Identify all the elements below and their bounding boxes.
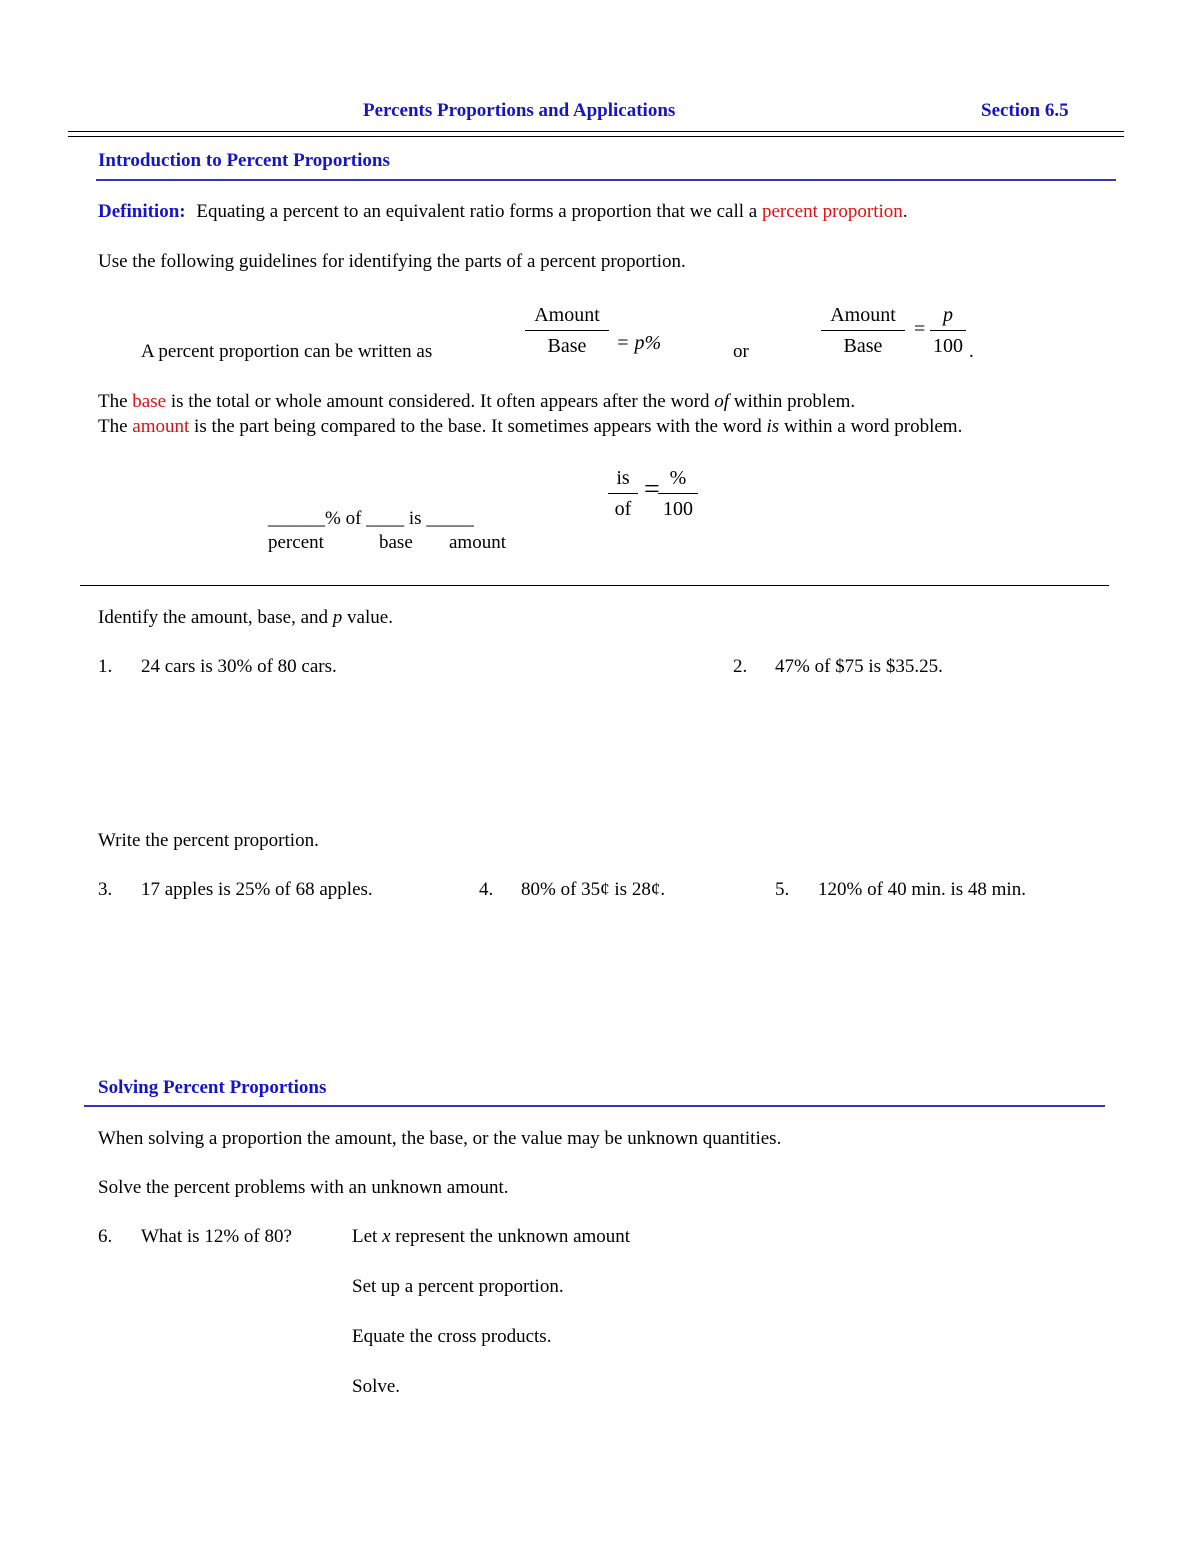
- base-term: base: [132, 391, 167, 412]
- period: .: [969, 341, 974, 362]
- problem-number: 5.: [775, 879, 790, 900]
- fraction-denominator: 100: [933, 335, 963, 357]
- problem-text: 17 apples is 25% of 68 apples.: [141, 879, 373, 900]
- solving-line-1: When solving a proportion the amount, the base, or the value may be unknown quantities.: [98, 1128, 782, 1149]
- intro-heading: Introduction to Percent Proportions: [98, 150, 390, 171]
- amount-is-word: is: [766, 416, 780, 437]
- fraction-bar: [930, 330, 966, 331]
- solving-line-2: Solve the percent problems with an unknown amount.: [98, 1177, 509, 1198]
- label-amount: amount: [449, 532, 506, 553]
- fraction-numerator: is: [616, 467, 630, 489]
- step-represent: represent the unknown amount: [395, 1226, 631, 1247]
- definition-text: Equating a percent to an equivalent ratio forms a proportion that we call a: [196, 201, 758, 222]
- label-percent: percent: [268, 532, 324, 553]
- problem-number: 6.: [98, 1226, 113, 1247]
- amount-term: amount: [132, 416, 190, 437]
- definition-term: percent proportion: [761, 201, 903, 222]
- identify-p: p: [332, 607, 343, 628]
- step-x: x: [382, 1226, 391, 1247]
- amount-post: is the part being compared to the base. It sometimes appears with the word: [194, 416, 762, 437]
- step-setup: Set up a percent proportion.: [352, 1276, 564, 1297]
- base-pre: The: [98, 391, 128, 412]
- base-of-word: of: [714, 391, 730, 412]
- fraction-bar: [608, 493, 638, 494]
- problem-text: 120% of 40 min. is 48 min.: [818, 879, 1026, 900]
- problem-text: 80% of 35¢ is 28¢.: [521, 879, 666, 900]
- or-text: or: [733, 341, 749, 362]
- problem-number: 3.: [98, 879, 113, 900]
- equals-p-percent: = p%: [616, 332, 662, 354]
- fraction-bar: [525, 330, 609, 331]
- written-as-text: A percent proportion can be written as: [141, 341, 433, 362]
- fraction-denominator: 100: [663, 498, 693, 520]
- base-end: within problem.: [733, 391, 856, 412]
- definition-label: Definition:: [98, 201, 186, 222]
- problem-number: 1.: [98, 656, 113, 677]
- step-solve: Solve.: [352, 1376, 401, 1397]
- fraction-bar: [821, 330, 905, 331]
- solving-heading-rule: [84, 1105, 1105, 1107]
- base-post: is the total or whole amount considered. It often appears after the word: [170, 391, 710, 412]
- step-cross-products: Equate the cross products.: [352, 1326, 552, 1347]
- identify-pre: Identify the amount, base, and: [98, 607, 329, 628]
- is-over-of-fraction: [608, 467, 638, 521]
- definition-end: .: [902, 201, 908, 222]
- amount-end: within a word problem.: [783, 416, 963, 437]
- amount-over-base-fraction-2: [821, 304, 905, 358]
- fraction-numerator: Amount: [534, 304, 600, 326]
- section-divider: [80, 585, 1109, 586]
- fraction-bar: [658, 493, 698, 494]
- problem-text: What is 12% of 80?: [141, 1226, 292, 1247]
- amount-pre: The: [98, 416, 128, 437]
- blanks-template: ______% of ____ is _____: [268, 508, 474, 529]
- page-title: Percents Proportions and Applications: [363, 100, 676, 121]
- header-rule-top: [68, 131, 1124, 132]
- solving-heading: Solving Percent Proportions: [98, 1077, 327, 1098]
- fraction-numerator: Amount: [830, 304, 896, 326]
- fraction-denominator: Base: [547, 335, 587, 357]
- guidelines-text: Use the following guidelines for identifying the parts of a percent proportion.: [98, 251, 686, 272]
- section-number: Section 6.5: [981, 100, 1069, 121]
- definition: [98, 201, 908, 223]
- step-let: Let: [352, 1226, 378, 1247]
- problem-text: 47% of $75 is $35.25.: [775, 656, 943, 677]
- percent-over-100-fraction: [658, 467, 698, 521]
- identify-instruction: [98, 607, 393, 629]
- identify-post: value.: [347, 607, 393, 628]
- equals-sign-large: =: [644, 474, 660, 505]
- problem-number: 4.: [479, 879, 494, 900]
- step-let-x: [352, 1226, 630, 1248]
- problem-text: 24 cars is 30% of 80 cars.: [141, 656, 337, 677]
- problem-number: 2.: [733, 656, 748, 677]
- fraction-numerator: %: [669, 467, 687, 489]
- equals-sign: =: [914, 318, 926, 340]
- p-over-100-fraction: [930, 304, 966, 358]
- fraction-numerator: p: [943, 304, 953, 326]
- label-base: base: [379, 532, 413, 553]
- header-rule-bottom: [68, 136, 1124, 137]
- fraction-denominator: of: [614, 498, 632, 520]
- intro-heading-rule: [96, 179, 1116, 181]
- write-instruction: Write the percent proportion.: [98, 830, 319, 851]
- amount-definition: [98, 416, 962, 438]
- base-definition: [98, 391, 855, 413]
- amount-over-base-fraction-1: [525, 304, 609, 358]
- fraction-denominator: Base: [843, 335, 883, 357]
